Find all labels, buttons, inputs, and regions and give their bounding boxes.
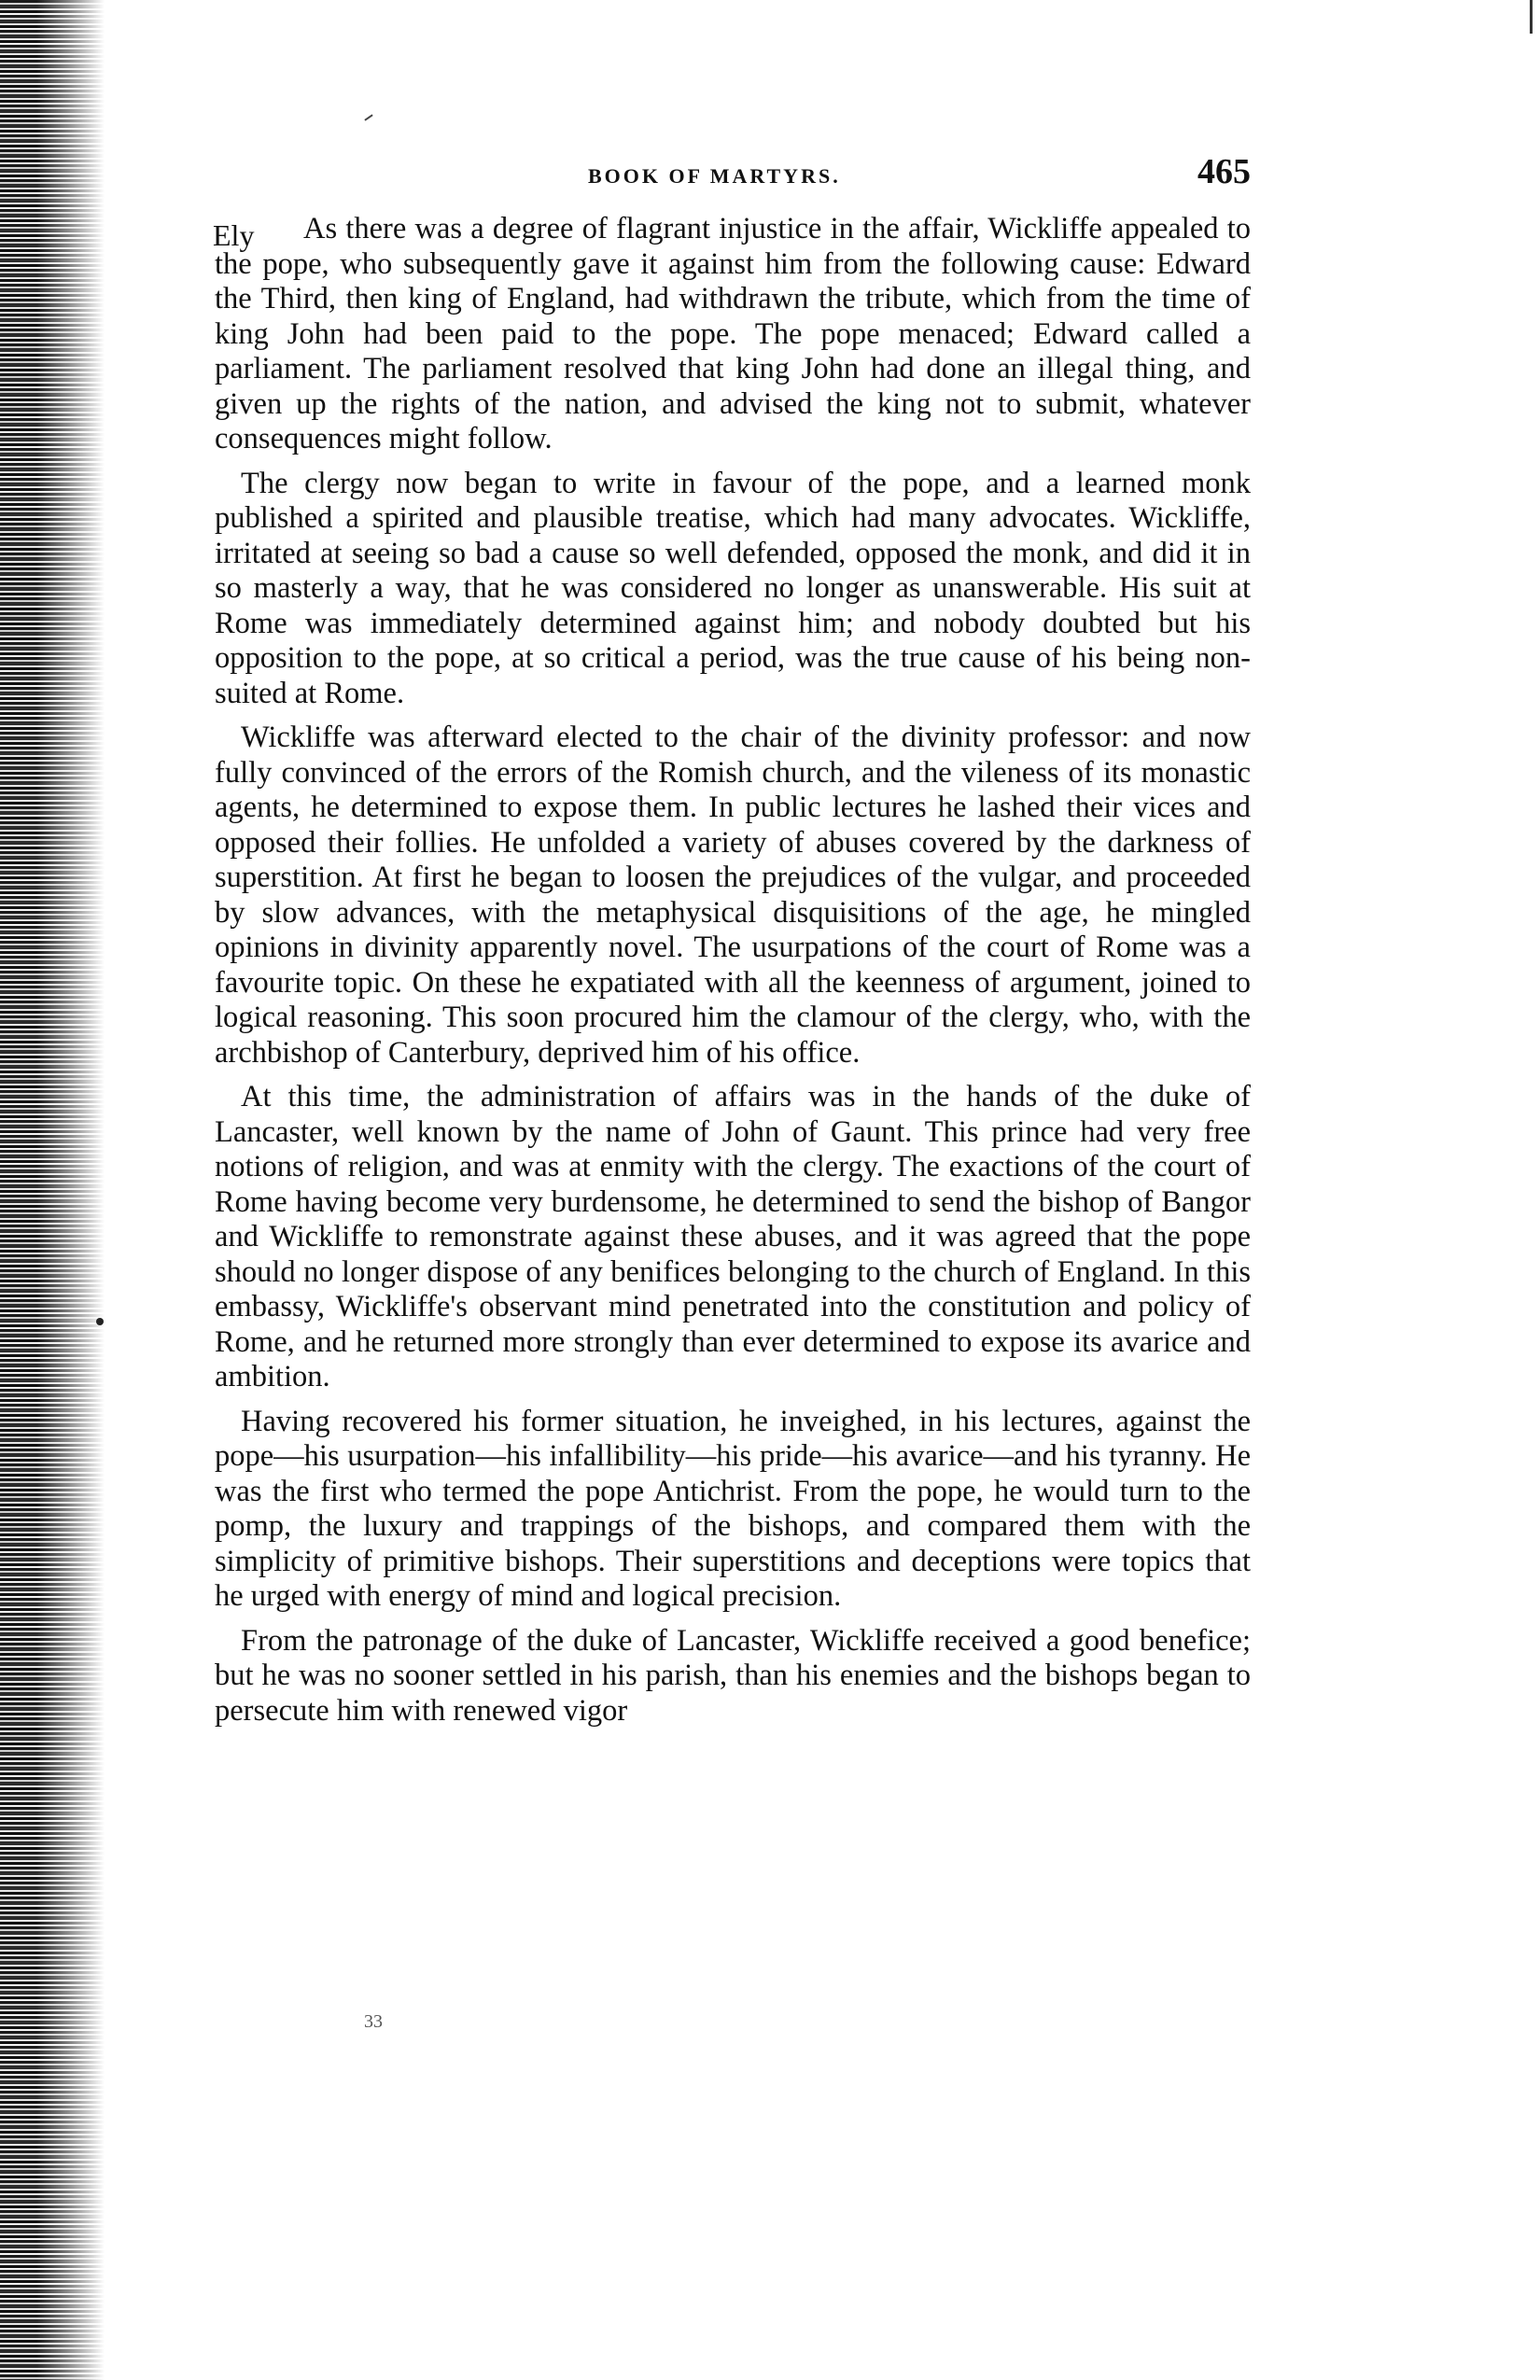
running-title: BOOK OF MARTYRS. <box>588 164 841 188</box>
paragraph-6: From the patronage of the duke of Lancaster, Wickliffe received a good benefice; but he was no sooner settled in his parish, than his enemies and the bishops began to persecute him with renewed vigor <box>215 1623 1251 1728</box>
paragraph-3: Wickliffe was afterward elected to the chair of the divinity professor: and now fully convinced of the errors of the Romish church, and the vileness of its monastic agents, he determined to expose them. In public lectures he lashed their vices and opposed their follies. He unfolded a variety of abuses covered by the darkness of superstition. At first he began to loosen the prejudices of the vulgar, and proceeded by slow advances, with the metaphysical disquisitions of the age, he mingled opinions in divinity apparently novel. The usurpations of the court of Rome was a favourite topic. On these he expatiated with all the keenness of argument, joined to logical reasoning. This soon procured him the clamour of the clergy, who, with the archbishop of Canterbury, deprived him of his office. <box>215 721 1251 1070</box>
paragraph-1: As there was a degree of flagrant injustice in the affair, Wickliffe appealed to the pope, who subsequently gave it against him from the following cause: Edward the Third, then king of England, had withdrawn the tribute, which from the time of king John had been paid to the pope. The pope menaced; Edward called a parliament. The parliament resolved that king John had done an illegal thing, and given up the rights of the nation, and advised the king not to submit, whatever consequences might follow. <box>215 212 1251 455</box>
signature-mark: 33 <box>364 2011 383 2032</box>
page-edge-mark <box>1530 0 1533 34</box>
margin-note: Ely <box>213 218 255 252</box>
book-binding-edge <box>0 0 105 2380</box>
paragraph-2: The clergy now began to write in favour of the pope, and a learned monk published a spirited and plausible treatise, which had many advocates. Wickliffe, irritated at seeing so bad a cause so well defended, opposed the monk, and did it in so masterly a way, that he was considered no longer as unanswerable. His suit at Rome was immediately determined against him; and nobody doubted but his opposition to the pope, at so critical a period, was the true cause of his being non-suited at Rome. <box>215 466 1251 710</box>
stray-dot <box>96 1318 104 1325</box>
page-header <box>215 151 1251 207</box>
paragraph-4: At this time, the administration of affairs was in the hands of the duke of Lancaster, well known by the name of John of Gaunt. This prince had very free notions of religion, and was at enmity with the clergy. The exactions of the court of Rome having become very burdensome, he determined to send the bishop of Bangor and Wickliffe to remonstrate against these abuses, and it was agreed that the pope should no longer dispose of any benifices belonging to the church of England. In this embassy, Wickliffe's observant mind penetrated into the constitution and policy of Rome, and he returned more strongly than ever determined to expose its avarice and ambition. <box>215 1080 1251 1393</box>
paragraph-5: Having recovered his former situation, he inveighed, in his lectures, against the pope—his usurpation—his infallibility—his pride—his avarice—and his tyranny. He was the first who termed the pope Antichrist. From the pope, he would turn to the pomp, the luxury and trappings of the bishops, and compared them with the simplicity of primitive bishops. Their superstitions and deceptions were topics that he urged with energy of mind and logical precision. <box>215 1404 1251 1613</box>
stray-mark <box>364 114 372 120</box>
page-number: 465 <box>1197 152 1251 191</box>
body-text <box>215 212 1251 1738</box>
